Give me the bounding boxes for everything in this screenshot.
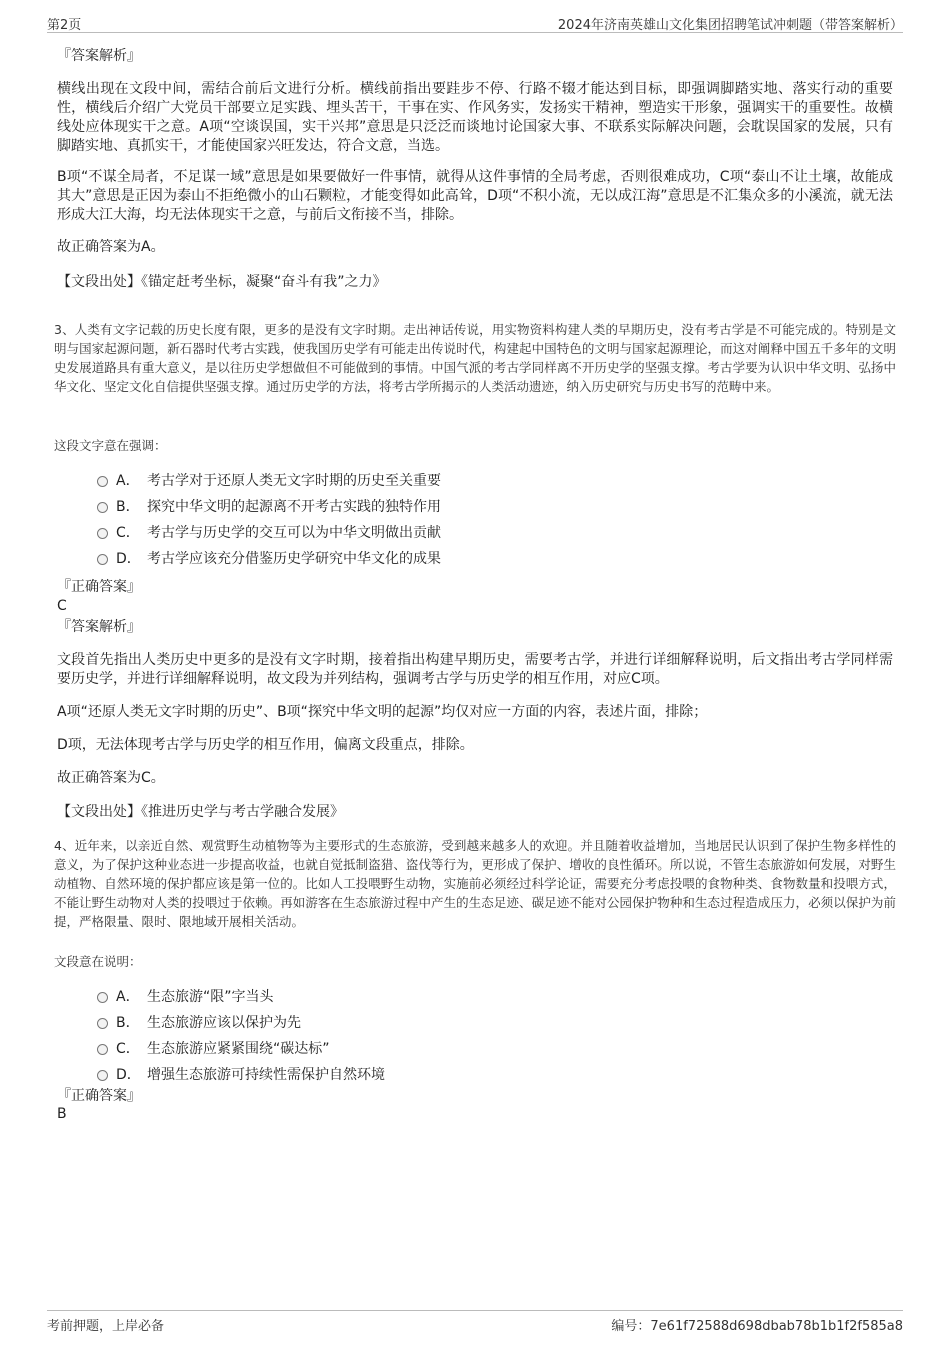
document-title: 2024年济南英雄山文化集团招聘笔试冲刺题（带答案解析） — [557, 18, 903, 33]
radio-icon[interactable] — [97, 992, 108, 1003]
page-footer — [47, 1310, 903, 1334]
page-number: 第2页 — [47, 18, 82, 33]
footer-note: 考前押题，上岸必备 — [47, 1319, 165, 1334]
q3-option-a[interactable]: A． 考古学对于还原人类无文字时期的历史至关重要 — [97, 468, 441, 494]
q3-options — [97, 468, 441, 572]
q4-option-c[interactable]: C． 生态旅游应紧紧围绕“碳达标” — [97, 1036, 385, 1062]
q2-analysis-paragraph-1: 横线出现在文段中间，需结合前后文进行分析。横线前指出要跬步不停、行路不辍才能达到目标，即强调脚踏实地、落实行动的重要性，横线后介绍广大党员干部要立足实践、埋头苦干，干事在实、作风务实，发扬实干精神，塑造实干形象，强调实干的重要性。故横线处应体现实干之意。A项“空谈误国，实干兴邦”意思是只泛泛而谈地讨论国家大事、不联系实际解决问题，会耽误国家的发展，只有脚踏实地、真抓实干，才能使国家兴旺发达，符合文意，当选。 — [57, 81, 893, 154]
q4-option-d[interactable]: D． 增强生态旅游可持续性需保护自然环境 — [97, 1062, 385, 1088]
q3-analysis-paragraph-3: D项，无法体现考古学与历史学的相互作用，偏离文段重点，排除。 — [57, 737, 474, 753]
q2-analysis-label: 『答案解析』 — [57, 48, 141, 64]
q3-option-c[interactable]: C． 考古学与历史学的交互可以为中华文明做出贡献 — [97, 520, 441, 546]
q3-option-d[interactable]: D． 考古学应该充分借鉴历史学研究中华文化的成果 — [97, 546, 441, 572]
document-code: 编号：7e61f72588d698dbab78b1b1f2f585a8 — [611, 1319, 903, 1334]
q4-option-b[interactable]: B． 生态旅游应该以保护为先 — [97, 1010, 385, 1036]
q4-stem: 文段意在说明： — [54, 954, 142, 969]
q2-source — [57, 273, 893, 292]
q2-analysis-paragraph-2: B项“不谋全局者，不足谋一域”意思是如果要做好一件事情，就得从这件事情的全局考虑，否则很难成功，C项“泰山不让土壤，故能成其大”意思是正因为泰山不拒绝微小的山石颗粒，才能变得如此高耸，D项“不积小流，无以成江海”意思是不汇集众多的小溪流，就无法形成大江大海，均无法体现实干之意，与前后文衔接不当，排除。 — [57, 169, 893, 223]
q3-source-title: 《推进历史学与考古学融合发展》 — [141, 804, 344, 820]
q3-stem: 这段文字意在强调： — [54, 438, 167, 453]
q3-conclusion: 故正确答案为C。 — [57, 770, 165, 786]
page-header — [47, 0, 903, 33]
q3-passage: 3、人类有文字记载的历史长度有限，更多的是没有文字时期。走出神话传说，用实物资料构建人类的早期历史，没有考古学是不可能完成的。特别是文明与国家起源问题，新石器时代考古实践，使我国历史学有可能走出传说时代，构建起中国特色的文明与国家起源理论，而这对阐释中国五千多年的文明史发展道路具有重大意义，是以往历史学想做但不可能做到的事情。中国气派的考古学同样离不开历史学的坚强支撑。考古学要为认识中华文明、弘扬中华文化、坚定文化自信提供坚强支撑。通过历史学的方法，将考古学所揭示的人类活动遗迹，纳入历史研究与历史书写的范畴中来。 — [54, 322, 896, 394]
q3-source-label: 【文段出处】 — [57, 804, 141, 820]
q3-analysis-paragraph-2: A项“还原人类无文字时期的历史”、B项“探究中华文明的起源”均仅对应一方面的内容，表述片面，排除； — [57, 704, 708, 720]
q2-conclusion: 故正确答案为A。 — [57, 239, 165, 255]
q4-passage: 4、近年来，以亲近自然、观赏野生动植物等为主要形式的生态旅游，受到越来越多人的欢迎。并且随着收益增加，当地居民认识到了保护生物多样性的意义，为了保护这种业态进一步提高收益，也就自觉抵制盗猎、盗伐等行为，更形成了保护、增收的良性循环。所以说，不管生态旅游如何发展，对野生动植物、自然环境的保护都应该是第一位的。比如人工投喂野生动物，实施前必须经过科学论证，需要充分考虑投喂的食物种类、食物数量和投喂方式，不能让野生动物对人类的投喂过于依赖。再如游客在生态旅游过程中产生的生态足迹、碳足迹不能对公园保护物种和生态过程造成压力，必须以保护为前提，严格限量、限时、限地域开展相关活动。 — [54, 838, 896, 929]
q3-answer-label: 『正确答案』 — [57, 579, 141, 595]
radio-icon[interactable] — [97, 502, 108, 513]
radio-icon[interactable] — [97, 1018, 108, 1029]
q2-source-title: 《锚定赶考坐标，凝聚“奋斗有我”之力》 — [141, 274, 387, 290]
q4-options — [97, 984, 385, 1088]
q3-source — [57, 803, 893, 822]
radio-icon[interactable] — [97, 476, 108, 487]
radio-icon[interactable] — [97, 1044, 108, 1055]
q3-analysis-paragraph-1: 文段首先指出人类历史中更多的是没有文字时期，接着指出构建早期历史，需要考古学，并进行详细解释说明，后文指出考古学同样需要历史学，并进行详细解释说明，故文段为并列结构，强调考古学与历史学的相互作用，对应C项。 — [57, 652, 893, 687]
radio-icon[interactable] — [97, 528, 108, 539]
radio-icon[interactable] — [97, 1070, 108, 1081]
q3-option-b[interactable]: B． 探究中华文明的起源离不开考古实践的独特作用 — [97, 494, 441, 520]
q4-answer-label: 『正确答案』 — [57, 1088, 141, 1104]
q3-answer: C — [57, 598, 67, 614]
radio-icon[interactable] — [97, 554, 108, 565]
q2-source-label: 【文段出处】 — [57, 274, 141, 290]
q4-option-a[interactable]: A． 生态旅游“限”字当头 — [97, 984, 385, 1010]
q3-analysis-label: 『答案解析』 — [57, 619, 141, 635]
q4-answer: B — [57, 1106, 67, 1122]
